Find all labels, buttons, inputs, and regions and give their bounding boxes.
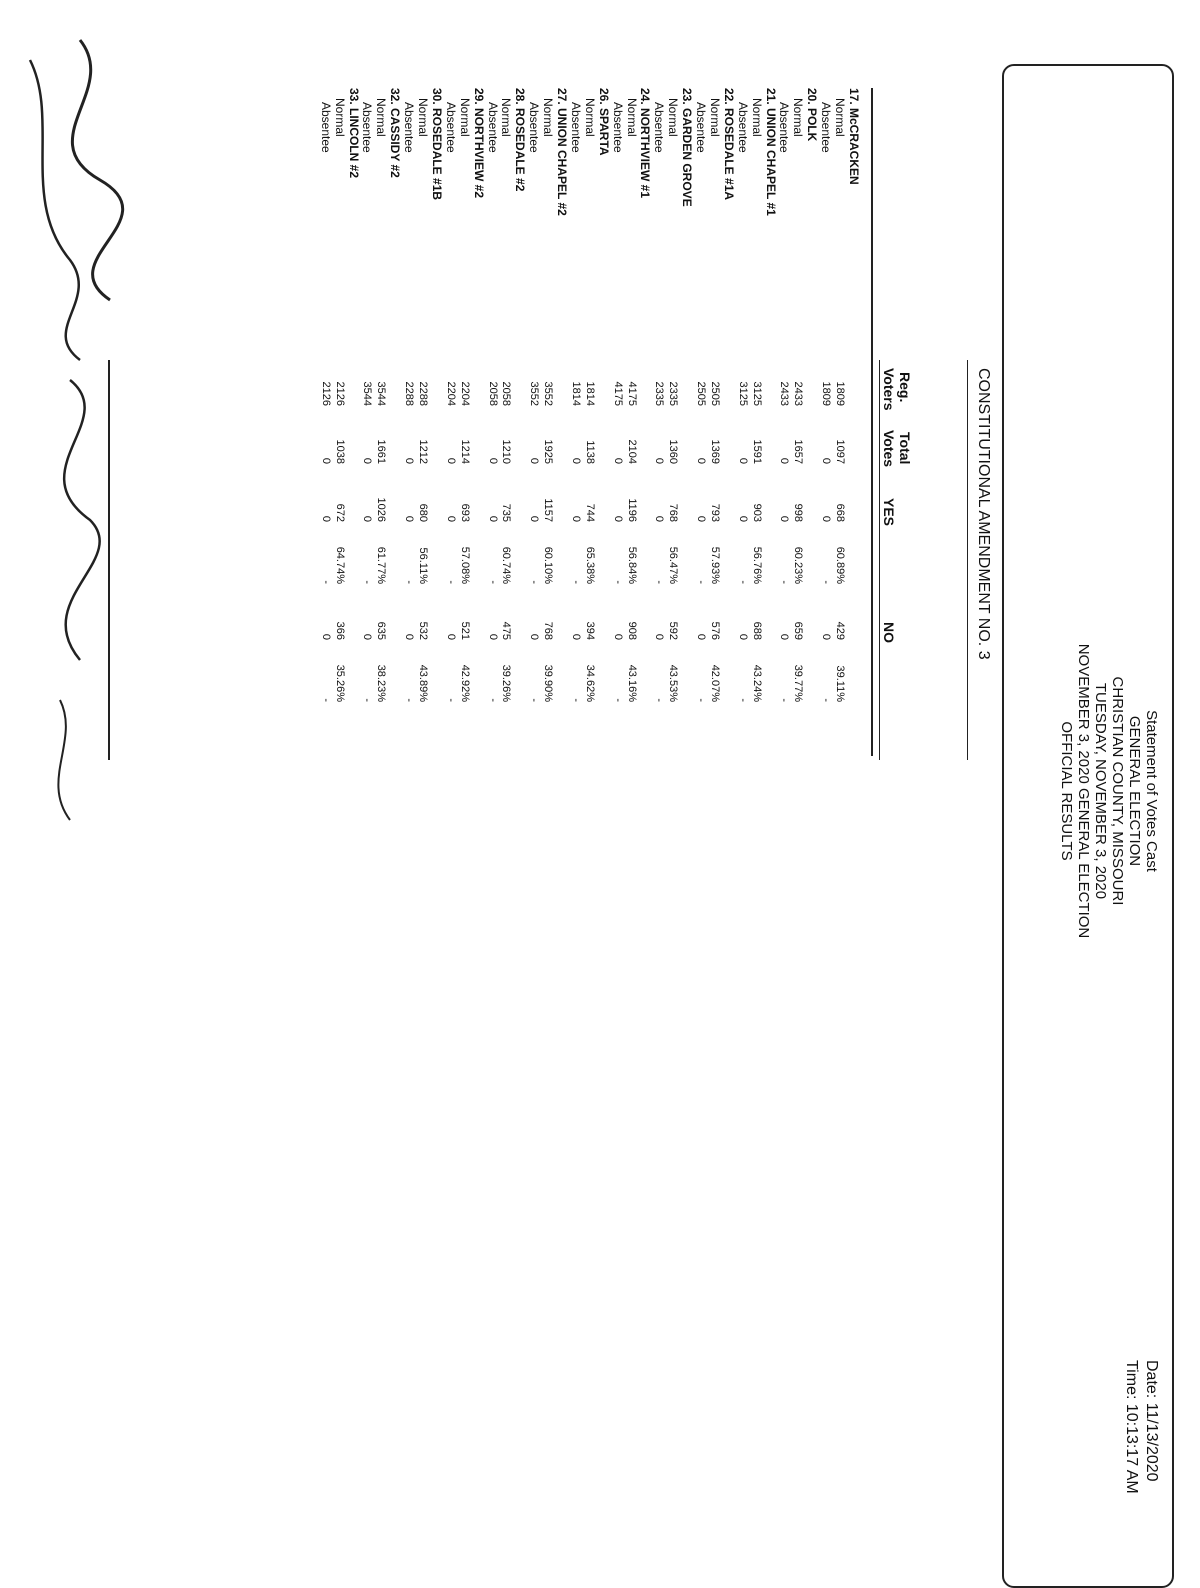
no-percent-cell: - [403,698,416,702]
yes-percent-cell: 60.74% [500,546,513,584]
yes-percent-cell: 57.08% [458,546,471,584]
yes-votes-cell: 735 [500,503,513,522]
header-bottom-rule [879,360,880,760]
vote-type-label: Normal [749,98,764,137]
vote-type-label: Normal [416,98,431,137]
no-percent-cell: 43.16% [625,664,638,702]
yes-votes-cell: 903 [750,503,763,522]
vote-type-label: Normal [708,98,722,137]
reg-voters-cell: 4175 [611,381,624,406]
signature-marks [0,0,140,1582]
vote-type-label: Absentee [485,102,500,153]
reg-voters-cell: 2335 [667,381,680,406]
total-votes-cell: 0 [486,457,499,464]
total-votes-cell: 1657 [792,439,805,464]
precinct-name: 30. ROSEDALE #1B [430,88,444,201]
no-percent-cell: 43.24% [750,664,763,702]
yes-votes-cell: 0 [778,515,791,522]
yes-percent-cell: 56.47% [667,546,680,584]
reg-voters-cell: 3544 [361,381,374,406]
no-percent-cell: 43.53% [667,664,680,702]
vote-type-label: Normal [457,98,472,137]
yes-votes-cell: 744 [583,503,596,522]
total-votes-cell: 0 [403,457,416,464]
yes-votes-cell: 0 [570,515,582,522]
reg-voters-cell: 2204 [458,381,471,406]
no-votes-cell: 576 [709,621,721,640]
reg-voters-cell: 3552 [528,381,541,406]
yes-percent-cell: 65.38% [583,546,596,584]
total-votes-cell: 1214 [458,439,471,464]
total-votes-cell: 1369 [709,439,721,464]
yes-votes-cell: 0 [736,515,749,522]
yes-percent-cell: - [820,580,833,584]
precinct-name: 24. NORTHVIEW #1 [638,88,653,199]
reg-voters-cell: 3125 [750,381,763,406]
no-votes-cell: 0 [361,633,374,640]
no-votes-cell: 532 [417,621,430,640]
yes-votes-cell: 0 [486,515,499,522]
yes-percent-cell: 56.11% [417,547,430,584]
vote-type-label: Normal [624,98,639,137]
no-votes-cell: 0 [820,633,833,640]
precinct-name: 29. NORTHVIEW #2 [471,88,486,199]
no-percent-cell: - [444,698,457,702]
no-percent-cell: - [361,698,374,702]
total-votes-cell: 1591 [750,439,763,464]
yes-votes-cell: 768 [667,503,680,522]
precinct-name: 23. GARDEN GROVE [680,88,695,207]
vote-type-label: Normal [791,98,806,137]
contest-rule [967,360,968,760]
vote-type-label: Normal [541,98,556,137]
yes-votes-cell: 793 [709,503,721,522]
yes-percent-cell: 61.77% [375,546,388,584]
reg-voters-cell: 3544 [375,381,388,406]
no-votes-cell: 429 [834,621,847,640]
no-percent-cell: - [570,698,582,702]
yes-percent-cell: - [611,580,624,584]
report-time: Time: 10:13:17 AM [1123,1360,1140,1494]
no-votes-cell: 688 [750,621,763,640]
total-votes-cell: 1138 [583,440,596,464]
precinct-name: 33. LINCOLN #2 [346,88,361,179]
no-percent-cell: 34.62% [583,664,596,702]
yes-percent-cell: 56.76% [750,546,763,584]
header-line-4: NOVEMBER 3, 2020 GENERAL ELECTION [1075,643,1092,939]
no-votes-cell: 521 [458,621,471,640]
yes-votes-cell: 0 [403,515,416,522]
reg-voters-cell: 2288 [417,381,430,406]
vote-type-label: Absentee [777,102,792,153]
yes-votes-cell: 1157 [542,498,555,522]
no-votes-cell: 0 [611,633,624,640]
yes-percent-cell: 60.23% [792,546,805,584]
col-no: NO [881,622,897,643]
yes-votes-cell: 680 [417,503,430,522]
col-total-votes-2: Votes [881,430,897,468]
no-percent-cell: - [611,698,624,702]
reg-voters-cell: 1809 [820,381,833,406]
precinct-name: 20. POLK [805,88,820,142]
reg-voters-cell: 3552 [542,381,555,406]
no-votes-cell: 659 [792,621,805,640]
total-votes-cell: 0 [820,457,833,464]
vote-type-label: Absentee [819,102,834,153]
vote-type-label: Normal [332,98,347,137]
reg-voters-cell: 1814 [583,381,596,406]
yes-percent-cell: - [528,580,541,584]
total-votes-cell: 1212 [417,439,430,464]
no-percent-cell: 39.26% [500,664,513,702]
yes-percent-cell: - [778,580,791,584]
no-votes-cell: 0 [403,633,416,640]
precinct-name: 27. UNION CHAPEL #2 [555,88,570,216]
precinct-name: 21. UNION CHAPEL #1 [763,88,778,216]
header-line-3: TUESDAY, NOVEMBER 3, 2020 [1092,682,1109,900]
vote-type-label: Absentee [652,102,667,153]
total-votes-cell: 0 [695,457,708,464]
no-votes-cell: 0 [528,633,541,640]
no-votes-cell: 0 [778,633,791,640]
vote-type-label: Normal [499,98,514,137]
yes-votes-cell: 0 [528,515,541,522]
col-reg-voters-1: Reg. [897,372,913,403]
no-votes-cell: 635 [375,621,388,640]
no-percent-cell: - [486,698,499,702]
no-percent-cell: 39.90% [542,664,555,702]
total-votes-cell: 0 [361,457,374,464]
col-reg-voters-2: Voters [881,368,897,411]
reg-voters-cell: 2126 [333,381,346,406]
yes-votes-cell: 0 [653,515,666,522]
total-votes-cell: 1661 [375,439,388,464]
no-percent-cell: 39.11% [834,665,847,702]
vote-type-label: Absentee [402,102,417,153]
reg-voters-cell: 2204 [444,381,457,406]
no-percent-cell: - [528,698,541,702]
total-votes-cell: 1360 [667,439,680,464]
vote-type-label: Absentee [360,102,375,153]
total-votes-cell: 0 [528,457,541,464]
reg-voters-cell: 2288 [403,381,416,406]
vote-type-label: Absentee [735,102,750,153]
vote-type-label: Absentee [318,102,333,153]
no-percent-cell: - [653,698,666,702]
reg-voters-cell: 1814 [570,381,582,406]
yes-percent-cell: 60.10% [542,546,555,584]
precinct-name: 17. McCRACKEN [847,88,861,185]
reg-voters-cell: 2058 [500,381,513,406]
vote-type-label: Normal [582,98,597,137]
no-percent-cell: 42.92% [458,664,471,702]
yes-percent-cell: 56.84% [625,546,638,584]
no-percent-cell: 43.89% [417,664,430,702]
vote-type-label: Normal [833,98,848,137]
yes-votes-cell: 1196 [625,498,638,522]
vote-type-label: Absentee [694,102,709,153]
vote-type-label: Absentee [610,102,625,153]
no-votes-cell: 394 [583,621,596,640]
report-title: Statement of Votes Cast [1143,710,1160,872]
total-votes-cell: 1925 [542,439,555,464]
vote-type-label: Absentee [527,102,542,153]
total-votes-cell: 0 [736,457,749,464]
col-yes: YES [881,498,897,527]
no-percent-cell: 39.77% [792,664,805,702]
reg-voters-cell: 1809 [834,381,847,406]
col-total-votes-1: Total [897,432,913,465]
yes-percent-cell: - [444,580,457,584]
report-date: Date: 11/13/2020 [1143,1360,1160,1482]
reg-voters-cell: 2058 [486,381,499,406]
no-votes-cell: 0 [570,633,582,640]
no-percent-cell: - [319,698,332,702]
yes-votes-cell: 0 [319,515,332,522]
yes-percent-cell: 60.89% [834,546,847,584]
yes-votes-cell: 0 [695,515,708,522]
vote-type-label: Absentee [569,102,583,153]
vote-type-label: Normal [374,98,389,137]
precinct-name: 28. ROSEDALE #2 [513,88,528,192]
yes-votes-cell: 0 [444,515,457,522]
yes-votes-cell: 0 [820,515,833,522]
no-percent-cell: - [695,698,708,702]
total-votes-cell: 0 [319,457,332,464]
yes-percent-cell: - [736,580,749,584]
yes-votes-cell: 668 [834,503,847,522]
no-votes-cell: 0 [653,633,666,640]
total-votes-cell: 0 [778,457,791,464]
no-votes-cell: 0 [444,633,457,640]
header-line-1: GENERAL ELECTION [1126,715,1143,867]
total-votes-cell: 0 [444,457,457,464]
total-votes-cell: 0 [570,457,582,464]
no-percent-cell: - [778,698,791,702]
yes-votes-cell: 1026 [375,497,388,522]
no-votes-cell: 0 [319,633,332,640]
yes-percent-cell: - [403,580,416,584]
yes-votes-cell: 0 [361,515,374,522]
no-votes-cell: 475 [500,621,513,640]
header-line-2: CHRISTIAN COUNTY, MISSOURI [1109,676,1126,906]
reg-voters-cell: 2505 [695,381,708,406]
no-votes-cell: 0 [486,633,499,640]
no-percent-cell: 42.07% [709,664,721,702]
yes-votes-cell: 672 [333,503,346,522]
yes-percent-cell: - [319,580,332,584]
no-votes-cell: 768 [542,621,555,640]
no-percent-cell: - [820,698,833,702]
total-votes-cell: 0 [653,457,666,464]
precinct-name: 22. ROSEDALE #1A [721,88,736,201]
reg-voters-cell: 2505 [709,381,721,406]
yes-percent-cell: - [361,580,374,584]
no-votes-cell: 0 [736,633,749,640]
no-votes-cell: 0 [695,633,708,640]
reg-voters-cell: 3125 [736,381,749,406]
reg-voters-cell: 2433 [778,381,791,406]
total-votes-cell: 2104 [625,439,638,464]
reg-voters-cell: 2433 [792,381,805,406]
total-votes-cell: 1097 [834,439,847,464]
reg-voters-cell: 2126 [319,381,332,406]
yes-percent-cell: - [653,580,666,584]
total-votes-cell: 1038 [333,439,346,464]
top-rule [871,88,873,756]
yes-votes-cell: 998 [792,503,805,522]
no-percent-cell: 35.26% [333,664,346,702]
yes-percent-cell: - [570,580,582,584]
total-votes-cell: 1210 [500,439,513,464]
reg-voters-cell: 4175 [625,381,638,406]
vote-type-label: Normal [666,98,681,137]
yes-percent-cell: - [486,580,499,584]
no-percent-cell: 38.23% [375,664,388,702]
no-percent-cell: - [736,698,749,702]
reg-voters-cell: 2335 [653,381,666,406]
yes-votes-cell: 693 [458,503,471,522]
yes-percent-cell: 64.74% [333,546,346,584]
contest-title: CONSTITUTIONAL AMENDMENT NO. 3 [975,368,992,660]
vote-type-label: Absentee [443,102,458,153]
yes-percent-cell: 57.93% [709,546,721,584]
precinct-name: 32. CASSIDY #2 [388,88,403,178]
no-votes-cell: 908 [625,621,638,640]
no-votes-cell: 592 [667,621,680,640]
yes-votes-cell: 0 [611,515,624,522]
yes-percent-cell: - [695,580,708,584]
precinct-name: 26. SPARTA [596,88,611,156]
header-line-5: OFFICIAL RESULTS [1058,721,1075,861]
no-votes-cell: 366 [333,621,346,640]
total-votes-cell: 0 [611,457,624,464]
